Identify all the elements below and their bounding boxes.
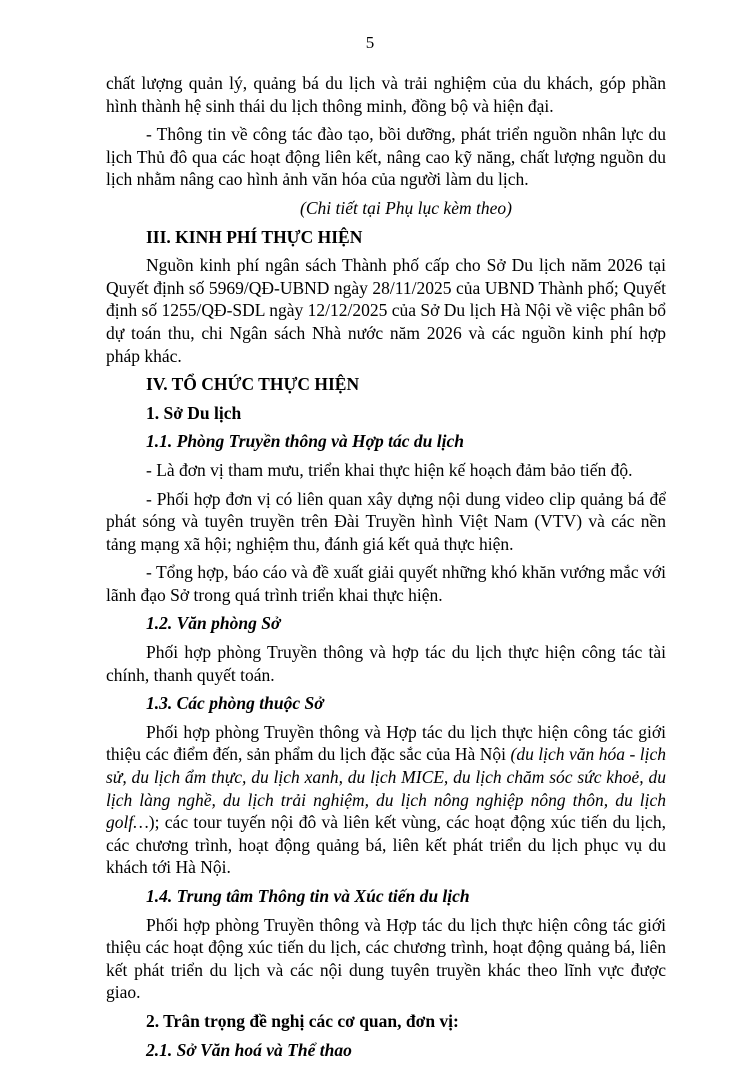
section-heading: III. KINH PHÍ THỰC HIỆN bbox=[146, 226, 363, 247]
paragraph: - Phối hợp đơn vị có liên quan xây dựng nội dung video clip quảng bá để phát sóng và tuyên truyền trên Đài Truyền hình Việt Nam (VTV) và các nền tảng mạng xã hội; nghiệm thu, đánh giá kết quả thực hiện. bbox=[106, 488, 666, 554]
subsection-heading: 1.3. Các phòng thuộc Sở bbox=[146, 693, 324, 714]
paragraph: chất lượng quản lý, quảng bá du lịch và trải nghiệm của du khách, góp phần hình thành hệ sinh thái du lịch thông minh, đồng bộ và hiện đại. bbox=[106, 73, 666, 116]
subsection-heading: 1. Sở Du lịch bbox=[146, 402, 242, 423]
paragraph: - Tổng hợp, báo cáo và đề xuất giải quyết những khó khăn vướng mắc với lãnh đạo Sở trong quá trình triển khai thực hiện. bbox=[106, 562, 666, 605]
paragraph: - Thông tin về công tác đào tạo, bồi dưỡng, phát triển nguồn nhân lực du lịch Thủ đô qua các hoạt động liên kết, nâng cao kỹ năng, chất lượng nguồn du lịch nhằm nâng cao hình ảnh văn hóa của người làm du lịch. bbox=[106, 124, 666, 190]
subsection-heading: 2.1. Sở Văn hoá và Thể thao bbox=[146, 1039, 352, 1060]
appendix-note: (Chi tiết tại Phụ lục kèm theo) bbox=[300, 197, 512, 218]
paragraph: - Là đơn vị tham mưu, triển khai thực hiện kế hoạch đảm bảo tiến độ. bbox=[146, 459, 633, 480]
document-body bbox=[106, 72, 666, 1067]
paragraph-text: Phối hợp phòng Truyền thông và Hợp tác du lịch thực hiện công tác giới thiệu các điểm đến, sản phẩm du lịch đặc sắc của Hà Nội bbox=[106, 721, 666, 765]
section-heading: IV. TỔ CHỨC THỰC HIỆN bbox=[146, 374, 360, 395]
paragraph: Nguồn kinh phí ngân sách Thành phố cấp cho Sở Du lịch năm 2026 tại Quyết định số 5969/QĐ-UBND ngày 28/11/2025 của UBND Thành phố; Quyết định số 1255/QĐ-SDL ngày 12/12/2025 của Sở Du lịch Hà Nội về việc phân bổ dự toán thu, chi Ngân sách Nhà nước năm 2026 và các nguồn kinh phí hợp pháp khác. bbox=[106, 255, 666, 366]
subsection-heading: 2. Trân trọng đề nghị các cơ quan, đơn vị: bbox=[146, 1010, 459, 1031]
paragraph bbox=[106, 721, 666, 879]
subsection-heading: 1.4. Trung tâm Thông tin và Xúc tiến du lịch bbox=[146, 886, 470, 906]
paragraph-italic-text: (du lịch văn hóa - lịch sử, du lịch ẩm thực, du lịch xanh, du lịch MICE, du lịch chăm sóc sức khoẻ, du lịch làng nghề, du lịch trải nghiệm, du lịch nông nghiệp nông thôn, du lịch golf… bbox=[106, 744, 667, 833]
paragraph: Phối hợp phòng Truyền thông và Hợp tác du lịch thực hiện công tác giới thiệu các hoạt động xúc tiến du lịch, các chương trình, hoạt động quảng bá, liên kết phát triển du lịch và các nội dung tuyên truyền khác theo lĩnh vực được giao. bbox=[106, 914, 666, 1003]
paragraph-text: ); các tour tuyến nội đô và liên kết vùng, các hoạt động xúc tiến du lịch, các chương trình, hoạt động quảng bá, liên kết phát triển du lịch phục vụ du khách tới Hà Nội. bbox=[106, 812, 666, 878]
paragraph: Phối hợp phòng Truyền thông và hợp tác du lịch thực hiện công tác tài chính, thanh quyết toán. bbox=[106, 642, 666, 685]
page-number: 5 bbox=[365, 33, 375, 52]
subsection-heading: 1.2. Văn phòng Sở bbox=[146, 613, 281, 634]
subsection-heading: 1.1. Phòng Truyền thông và Hợp tác du lịch bbox=[146, 431, 464, 452]
